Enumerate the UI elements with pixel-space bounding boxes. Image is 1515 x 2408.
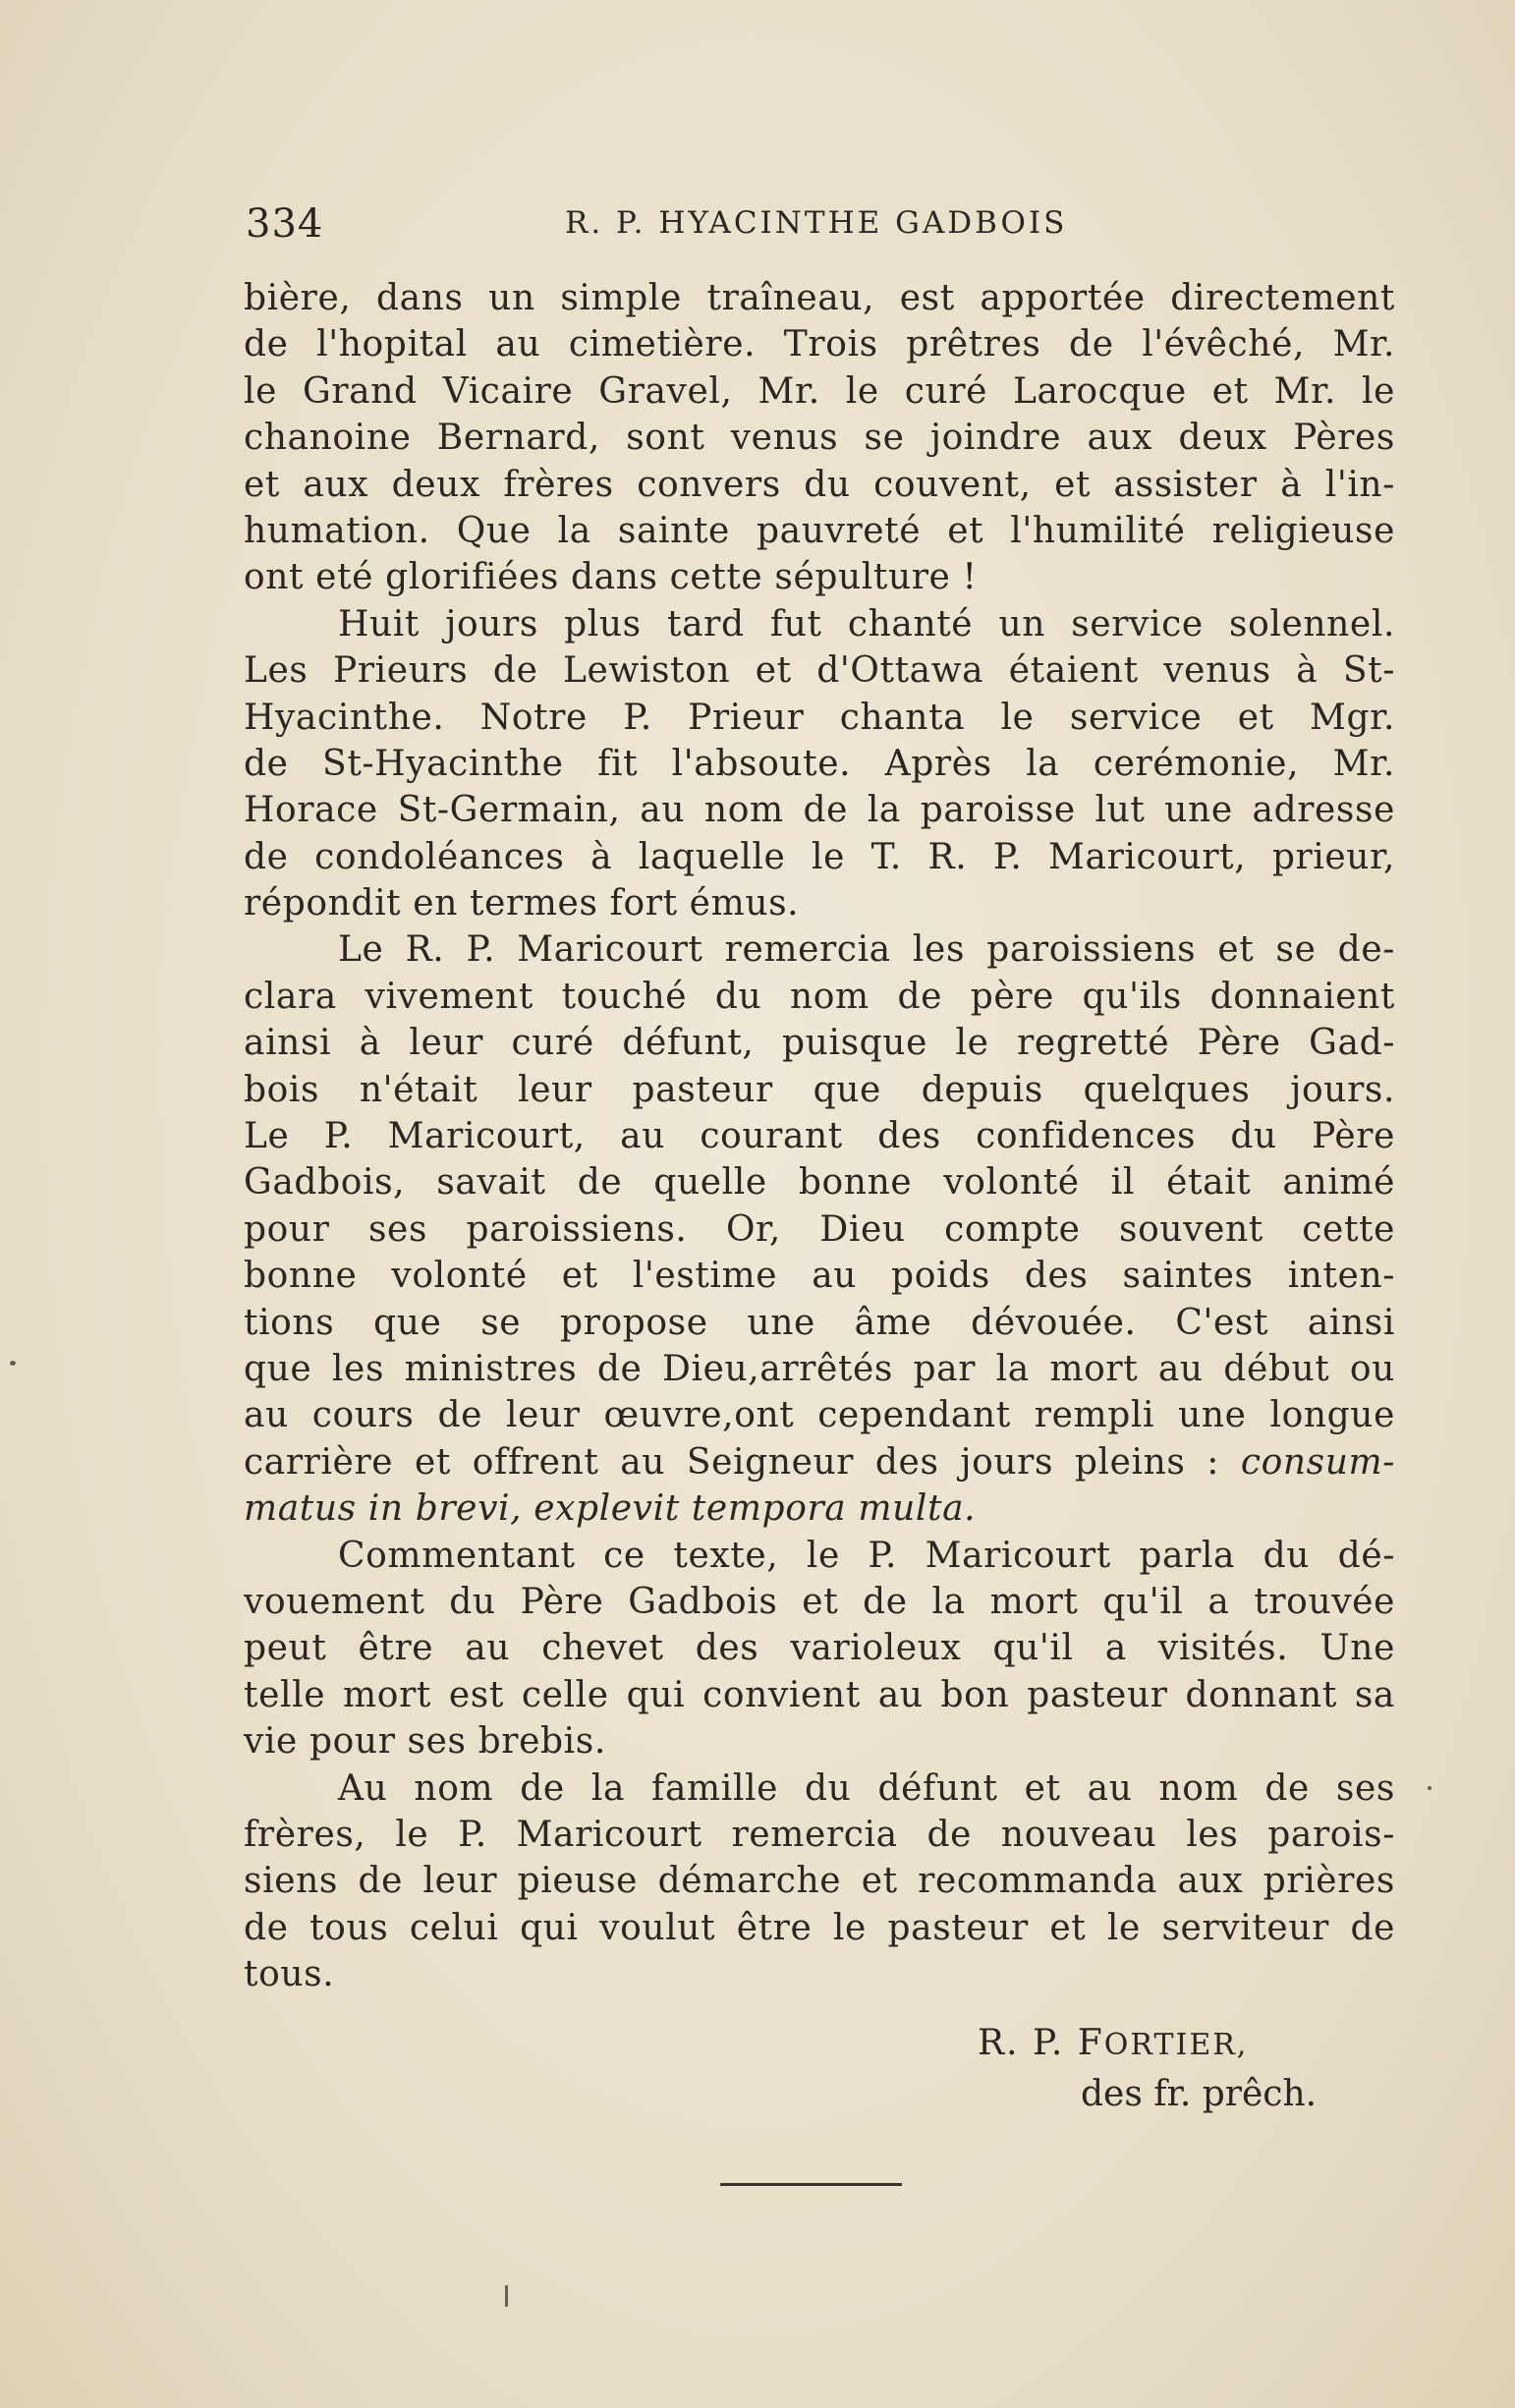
page-header — [246, 201, 1228, 251]
body-text — [244, 275, 1395, 1997]
text-line: Gadbois, savait de quelle bonne volonté il était animé — [244, 1162, 1395, 1204]
text-line: de l'hopital au cimetière. Trois prêtres de l'évêché, Mr. — [244, 324, 1395, 365]
signature — [978, 2019, 1317, 2119]
signature-affiliation: des fr. prêch. — [1081, 2074, 1318, 2114]
text-line: Horace St-Germain, au nom de la paroisse lut une adresse — [244, 790, 1395, 831]
text-line: au cours de leur œuvre,ont cependant rempli une longue — [244, 1395, 1395, 1436]
text-line: bois n'était leur pasteur que depuis quelques jours. — [244, 1069, 1395, 1110]
paper-speck — [1428, 1786, 1431, 1790]
text-line: bière, dans un simple traîneau, est apportée directement — [244, 278, 1395, 318]
text-line: que les ministres de Dieu,arrêtés par la mort au début ou — [244, 1348, 1395, 1389]
text-line: telle mort est celle qui convient au bon pasteur donnant sa — [244, 1674, 1395, 1715]
text-line: Le P. Maricourt, au courant des confidences du Père — [244, 1116, 1395, 1157]
text-line: tions que se propose une âme dévouée. C'est ainsi — [244, 1302, 1395, 1343]
text-line: peut être au chevet des varioleux qu'il a visités. Une — [244, 1628, 1395, 1669]
text-line: tous. — [244, 1954, 335, 1995]
text-line: le Grand Vicaire Gravel, Mr. le curé Larocque et Mr. le — [244, 370, 1395, 412]
text-line: vouement du Père Gadbois et de la mort qu'il a trouvée — [244, 1581, 1395, 1622]
text-line: vie pour ses brebis. — [244, 1721, 606, 1763]
text-line: répondit en termes fort émus. — [244, 883, 800, 924]
page-number: 334 — [246, 201, 324, 247]
paper-speck — [505, 2285, 508, 2307]
text-line: Hyacinthe. Notre P. Prieur chanta le service et Mgr. — [244, 697, 1395, 738]
latin-quote-start: consum- — [1240, 1441, 1396, 1483]
text-line: humation. Que la sainte pauvreté et l'humilité religieuse — [244, 510, 1395, 551]
latin-quote: matus in brevi, explevit tempora multa. — [244, 1488, 977, 1530]
text-line — [244, 1439, 1395, 1485]
text-line: siens de leur pieuse démarche et recommanda aux prières — [244, 1861, 1395, 1902]
signature-name: R. P. FORTIER, — [978, 2023, 1249, 2063]
text-line: clara vivement touché du nom de père qu'ils donnaient — [244, 976, 1395, 1017]
text-line: de condoléances à laquelle le T. R. P. Maricourt, prieur, — [244, 836, 1395, 877]
paper-speck — [10, 1361, 16, 1366]
text-line: ont eté glorifiées dans cette sépulture ! — [244, 557, 978, 598]
text-line: Au nom de la famille du défunt et au nom de ses — [338, 1767, 1395, 1809]
text-line: chanoine Bernard, sont venus se joindre aux deux Pères — [244, 418, 1395, 459]
text-line: ainsi à leur curé défunt, puisque le regretté Père Gad- — [244, 1023, 1395, 1064]
text-line — [244, 1485, 1395, 1532]
running-head: R. P. HYACINTHE GADBOIS — [565, 205, 1068, 241]
text-line: Huit jours plus tard fut chanté un service solennel. — [338, 603, 1395, 644]
text-line: frères, le P. Maricourt remercia de nouveau les parois- — [244, 1814, 1395, 1855]
text-line: de St-Hyacinthe fit l'absoute. Après la cerémonie, Mr. — [244, 743, 1395, 784]
text-line: et aux deux frères convers du couvent, et assister à l'in- — [244, 464, 1395, 505]
text-line: Commentant ce texte, le P. Maricourt parla du dé- — [338, 1535, 1395, 1576]
text-line: Les Prieurs de Lewiston et d'Ottawa étaient venus à St- — [244, 650, 1395, 692]
text-line: pour ses paroissiens. Or, Dieu compte souvent cette — [244, 1208, 1395, 1250]
text-line: bonne volonté et l'estime au poids des saintes inten- — [244, 1256, 1395, 1297]
text-line: Le R. P. Maricourt remercia les paroissiens et se de- — [338, 929, 1395, 971]
closing-rule — [720, 2183, 902, 2186]
text-line: de tous celui qui voulut être le pasteur et le serviteur de — [244, 1907, 1395, 1948]
text-line-roman: carrière et offrent au Seigneur des jours pleins : — [244, 1441, 1220, 1483]
